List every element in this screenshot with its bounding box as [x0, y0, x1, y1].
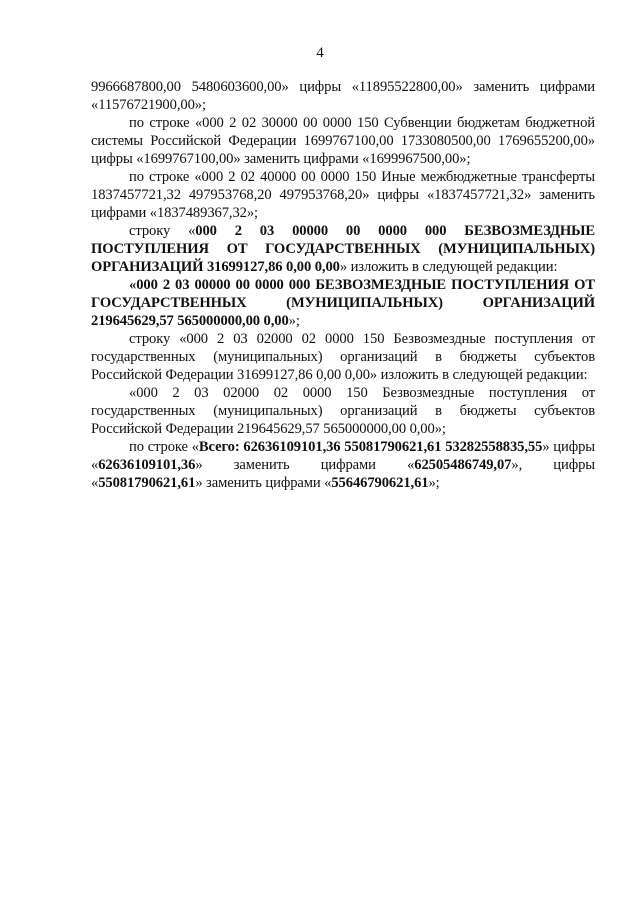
document-body	[91, 78, 595, 492]
text-run: по строке «000 2 02 30000 00 0000 150 Субвенции бюджетам бюджетной системы Российской Федерации 1699767100,00 1733080500,00 1769655200,00» цифры «1699767100,00» заменить цифрами «1699967500,00»;	[91, 115, 595, 167]
text-run: »;	[288, 313, 300, 329]
text-run: «000 2 03 02000 02 0000 150 Безвозмездные поступления от государственных (муниципальных) организаций в бюджеты субъектов Российской Федерации 219645629,57 565000000,00 0,00»;	[91, 385, 595, 437]
paragraph-4	[91, 222, 595, 276]
text-run: строку «	[129, 223, 196, 239]
text-run: » изложить в следующей редакции:	[339, 259, 558, 275]
text-run: по строке «	[129, 439, 199, 455]
bold-text-run: 55081790621,61	[98, 475, 196, 491]
text-run: строку «000 2 03 02000 02 0000 150 Безвозмездные поступления от государственных (муниципальных) организаций в бюджеты субъектов Российской Федерации 31699127,86 0,00 0,00» изложить в следующей редакции:	[91, 331, 595, 383]
text-run: », цифры «	[91, 457, 595, 491]
bold-text-run: 55646790621,61	[331, 475, 429, 491]
text-run: 9966687800,00 5480603600,00» цифры «11895522800,00» заменить цифрами «11576721900,00»;	[91, 79, 595, 113]
text-run: » заменить цифрами «	[195, 457, 415, 473]
bold-text-run: 000 2 03 00000 00 0000 000 БЕЗВОЗМЕЗДНЫЕ ПОСТУПЛЕНИЯ ОТ ГОСУДАРСТВЕННЫХ (МУНИЦИПАЛЬНЫХ) ОРГАНИЗАЦИЙ 31699127,86 0,00 0,00	[91, 223, 596, 275]
page-number: 4	[316, 45, 324, 61]
bold-text-run: «000 2 03 00000 00 0000 000 БЕЗВОЗМЕЗДНЫЕ ПОСТУПЛЕНИЯ ОТ ГОСУДАРСТВЕННЫХ (МУНИЦИПАЛЬНЫХ) ОРГАНИЗАЦИЙ 219645629,57 565000000,00 0,00	[91, 277, 595, 329]
paragraph-1	[91, 78, 595, 114]
text-run: по строке «000 2 02 40000 00 0000 150 Иные межбюджетные трансферты 1837457721,32 497953768,20 497953768,20» цифры «1837457721,32» заменить цифрами «1837489367,32»;	[91, 169, 595, 221]
paragraph-5	[91, 276, 595, 330]
bold-text-run: Всего: 62636109101,36 55081790621,61 53282558835,55	[198, 439, 543, 455]
paragraph-6	[91, 330, 595, 384]
paragraph-7	[91, 384, 595, 438]
paragraph-3	[91, 168, 595, 222]
text-run: »;	[428, 475, 440, 491]
paragraph-2	[91, 114, 595, 168]
paragraph-8	[91, 438, 595, 492]
bold-text-run: 62636109101,36	[98, 457, 196, 473]
bold-text-run: 62505486749,07	[414, 457, 512, 473]
text-run: » цифры «	[91, 439, 595, 473]
text-run: » заменить цифрами «	[195, 475, 332, 491]
